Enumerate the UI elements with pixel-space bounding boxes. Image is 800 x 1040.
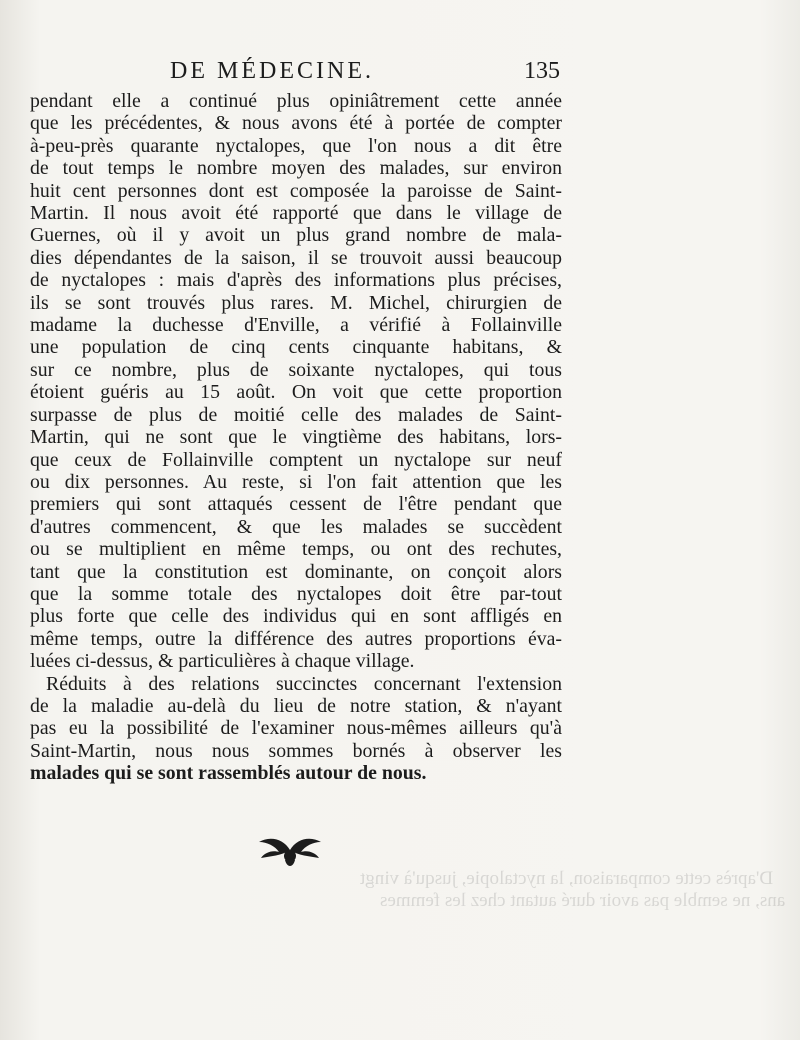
text-line: sur ce nombre, plus de soixante nyctalopes, qui tous (30, 358, 562, 381)
text-line: que ceux de Follainville comptent un nyctalope sur neuf (30, 448, 562, 471)
text-line: de nyctalopes : mais d'après des informations plus précises, (30, 269, 562, 292)
text-line: ou se multiplient en même temps, ou ont des rechutes, (30, 538, 562, 561)
text-line: que les précédentes, & nous avons été à portée de compter (30, 112, 562, 135)
text-line: à-peu-près quarante nyctalopes, que l'on nous a dit être (30, 134, 562, 157)
page-number: 135 (524, 58, 560, 84)
show-through-line: ans, ne semble pas avoir duré autant chez les femmes (380, 890, 786, 911)
text-line: même temps, outre la différence des autres proportions éva- (30, 627, 562, 650)
show-through-line: D'après cette comparaison, la nyctalopie, jusqu'à vingt (360, 868, 774, 889)
fleuron-ornament-icon (255, 830, 325, 870)
text-line: luées ci-dessus, & particulières à chaque village. (30, 650, 415, 673)
text-line: de la maladie au-delà du lieu de notre station, & n'ayant (30, 694, 562, 717)
text-line: surpasse de plus de moitié celle des malades de Saint- (30, 403, 562, 426)
text-line: Martin, qui ne sont que le vingtième des habitans, lors- (30, 426, 562, 449)
text-line: pas eu la possibilité de l'examiner nous-mêmes ailleurs qu'à (30, 717, 562, 740)
text-line: pendant elle a continué plus opiniâtrement cette année (30, 90, 562, 112)
text-line: de tout temps le nombre moyen des malades, sur environ (30, 157, 562, 180)
text-line: ils se sont trouvés plus rares. M. Michel, chirurgien de (30, 291, 562, 314)
text-line: plus forte que celle des individus qui en sont affligés en (30, 605, 562, 628)
running-title: DE MÉDECINE. (170, 58, 374, 84)
text-line: malades qui se sont rassemblés autour de nous. (30, 762, 427, 785)
text-line: premiers qui sont attaqués cessent de l'être pendant que (30, 493, 562, 516)
text-line: ou dix personnes. Au reste, si l'on fait attention que les (30, 470, 562, 493)
text-line: huit cent personnes dont est composée la paroisse de Saint- (30, 179, 562, 202)
text-line: une population de cinq cents cinquante habitans, & (30, 336, 562, 359)
text-line: que la somme totale des nyctalopes doit être par-tout (30, 582, 562, 605)
body-text (30, 90, 562, 785)
page-header (160, 58, 560, 90)
text-line: Réduits à des relations succinctes concernant l'extension (46, 672, 562, 695)
text-line: Saint-Martin, nous nous sommes bornés à observer les (30, 739, 562, 762)
text-line: d'autres commencent, & que les malades se succèdent (30, 515, 562, 538)
text-line: Martin. Il nous avoit été rapporté que dans le village de (30, 202, 562, 225)
text-line: étoient guéris au 15 août. On voit que cette proportion (30, 381, 562, 404)
text-line: tant que la constitution est dominante, on conçoit alors (30, 560, 562, 583)
text-line: Guernes, où il y avoit un plus grand nombre de mala- (30, 224, 562, 247)
text-line: dies dépendantes de la saison, il se trouvoit aussi beaucoup (30, 246, 562, 269)
text-line: madame la duchesse d'Enville, a vérifié à Follainville (30, 314, 562, 337)
